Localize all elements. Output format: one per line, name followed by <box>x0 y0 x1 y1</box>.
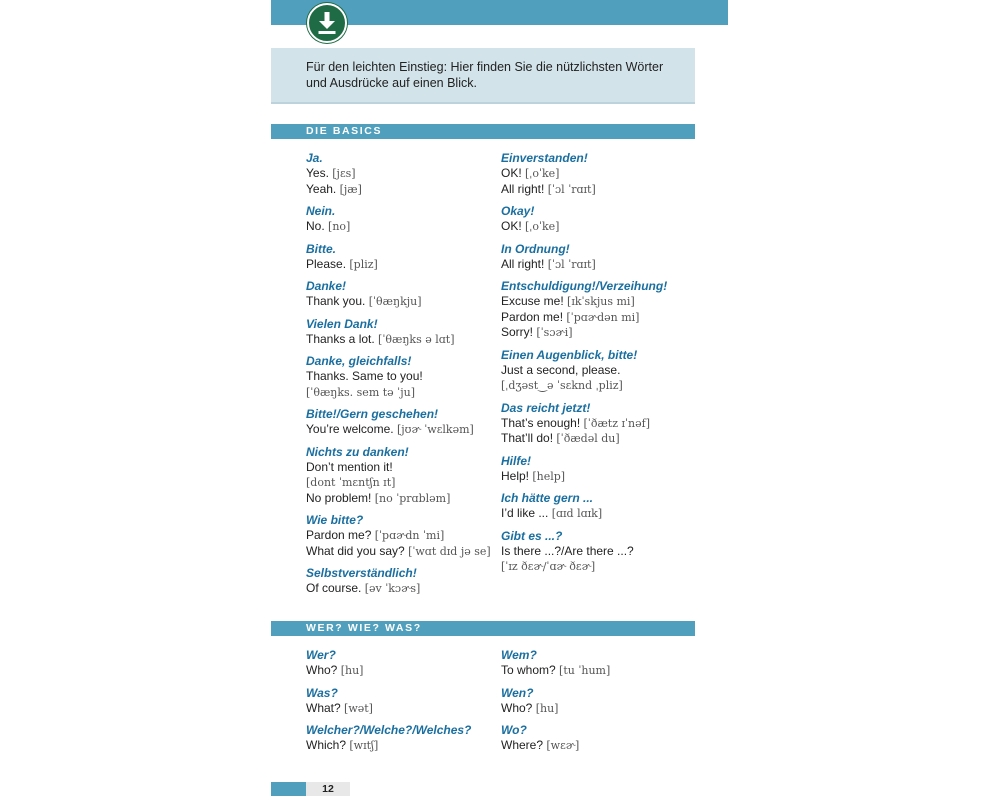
english-translation: All right! <box>501 181 545 196</box>
translation-line <box>501 559 686 575</box>
german-phrase: Wie bitte? <box>306 513 364 527</box>
german-phrase: Bitte!/Gern geschehen! <box>306 407 439 421</box>
translation-line <box>501 506 686 522</box>
german-phrase: Das reicht jetzt! <box>501 400 591 415</box>
english-translation: Thanks. Same to you! <box>306 369 423 383</box>
german-phrase: Wem? <box>501 648 537 662</box>
pronunciation: [pliz] <box>349 257 378 271</box>
english-translation: Thanks a lot. <box>306 331 375 346</box>
english-translation: Of course. <box>306 581 362 595</box>
english-translation: To whom? <box>501 663 556 677</box>
phrase-entry <box>306 513 491 559</box>
german-phrase: Selbstverständlich! <box>306 566 417 580</box>
pronunciation: [help] <box>532 469 566 483</box>
english-translation: No. <box>306 219 325 233</box>
translation-line <box>501 431 686 447</box>
pronunciation: [ɑɪd lɑɪk] <box>551 507 603 520</box>
phrase-entry <box>501 401 686 447</box>
pronunciation: [ˈɔl ˈrɑɪt] <box>547 182 596 196</box>
section-title: DIE BASICS <box>306 125 383 137</box>
phrase-entry <box>501 529 686 575</box>
english-translation: Pardon me! <box>501 309 564 324</box>
translation-line <box>306 491 491 507</box>
phrase-entry <box>306 445 491 507</box>
pronunciation: [ˈpɑɚdn ˈmi] <box>374 529 445 542</box>
phrase-entry <box>306 204 491 235</box>
phrase-entry <box>306 317 491 348</box>
pronunciation: [wət] <box>344 701 373 715</box>
translation-line <box>501 310 686 326</box>
page-footer-bar <box>271 782 306 796</box>
translation-line <box>306 422 491 438</box>
german-phrase: Bitte. <box>306 241 336 256</box>
phrase-entry <box>501 686 686 717</box>
english-translation: Just a second, please. <box>501 362 621 377</box>
german-phrase: Vielen Dank! <box>306 316 378 331</box>
translation-line <box>306 701 491 717</box>
pronunciation: [tu ˈhum] <box>559 664 611 677</box>
english-translation: I’d like ... <box>501 506 549 520</box>
translation-line <box>306 738 491 754</box>
section-title: WER? WIE? WAS? <box>306 622 422 634</box>
pronunciation: [əv ˈkɔɚs] <box>364 582 421 595</box>
translation-line <box>306 369 491 385</box>
translation-line <box>306 544 491 560</box>
translation-line <box>501 219 686 235</box>
translation-line <box>306 219 491 235</box>
phrase-entry <box>306 242 491 273</box>
german-phrase: Ja. <box>306 151 323 165</box>
pronunciation: [wɪtʃ] <box>349 739 379 752</box>
translation-line <box>306 166 491 182</box>
pronunciation: [ˈɔl ˈrɑɪt] <box>547 257 596 271</box>
phrase-entry <box>306 686 491 717</box>
english-translation: No problem! <box>306 490 372 505</box>
phrase-entry <box>306 566 491 597</box>
translation-line <box>501 469 686 485</box>
german-phrase: Hilfe! <box>501 453 531 468</box>
translation-line <box>501 701 686 717</box>
english-translation: You’re welcome. <box>306 422 394 436</box>
translation-line <box>501 166 686 182</box>
german-phrase: Einen Augenblick, bitte! <box>501 347 638 362</box>
pronunciation: [ˈsɔɚi] <box>536 326 573 339</box>
pronunciation: [ˈθæŋks. sem tə ˈju] <box>306 385 415 399</box>
english-translation: Who? <box>306 663 338 677</box>
german-phrase: Wo? <box>501 723 527 737</box>
pronunciation: [ˈθæŋks ə lɑt] <box>378 332 455 346</box>
pronunciation: [ˈθæŋkju] <box>368 295 422 308</box>
translation-line <box>306 581 491 597</box>
english-translation: That’s enough! <box>501 415 581 430</box>
phrase-entry <box>501 348 686 394</box>
translation-line <box>501 257 686 273</box>
english-translation: Is there ...?/Are there ...? <box>501 543 634 558</box>
phrase-entry <box>501 279 686 341</box>
translation-line <box>501 182 686 198</box>
translation-line <box>306 385 491 401</box>
pronunciation: [ˈɪz ðɛɚ/ˈɑɚ ðɛɚ] <box>501 560 596 573</box>
german-phrase: Entschuldigung!/Verzeihung! <box>501 279 668 293</box>
german-phrase: Nein. <box>306 204 336 218</box>
phrase-entry <box>501 242 686 273</box>
basics-right-column <box>501 151 686 582</box>
section-header-questions <box>271 621 695 636</box>
pronunciation: [ˌoˈke] <box>525 167 560 180</box>
english-translation: Pardon me? <box>306 528 372 542</box>
translation-line <box>501 325 686 341</box>
english-translation: Don’t mention it! <box>306 459 393 474</box>
pronunciation: [dont ˈmɛntʃn ɪt] <box>306 476 396 489</box>
german-phrase: In Ordnung! <box>501 241 570 256</box>
pronunciation: [hu] <box>535 701 559 715</box>
phrase-entry <box>501 491 686 522</box>
english-translation: That’ll do! <box>501 431 554 445</box>
english-translation: Excuse me! <box>501 294 564 308</box>
intro-box <box>271 48 695 104</box>
download-icon[interactable] <box>307 3 347 43</box>
german-phrase: Nichts zu danken! <box>306 444 409 459</box>
translation-line <box>306 663 491 679</box>
english-translation: Who? <box>501 700 533 715</box>
english-translation: Yes. <box>306 166 329 180</box>
english-translation: Which? <box>306 738 347 752</box>
german-phrase: Wer? <box>306 648 336 662</box>
german-phrase: Ich hätte gern ... <box>501 491 594 505</box>
translation-line <box>306 332 491 348</box>
english-translation: OK! <box>501 219 522 233</box>
english-translation: Help! <box>501 468 530 483</box>
german-phrase: Welcher?/Welche?/Welches? <box>306 723 472 737</box>
english-translation: What? <box>306 700 341 715</box>
pronunciation: [ˈwɑt dɪd jə se] <box>408 544 491 558</box>
german-phrase: Okay! <box>501 204 535 218</box>
german-phrase: Gibt es ...? <box>501 528 563 543</box>
translation-line <box>306 528 491 544</box>
translation-line <box>501 378 686 394</box>
translation-line <box>501 544 686 560</box>
german-phrase: Was? <box>306 685 338 700</box>
translation-line <box>306 257 491 273</box>
translation-line <box>501 294 686 310</box>
english-translation: OK! <box>501 166 522 180</box>
pronunciation: [ˈpɑɚdən mi] <box>566 310 640 324</box>
pronunciation: [ˌoˈke] <box>525 220 560 233</box>
translation-line <box>501 663 686 679</box>
pronunciation: [hu] <box>340 664 364 677</box>
translation-line <box>501 363 686 379</box>
phrase-entry <box>306 407 491 438</box>
pronunciation: [ˈðætz ɪˈnəf] <box>583 416 651 430</box>
english-translation: Sorry! <box>501 325 534 339</box>
english-translation: Yeah. <box>306 181 337 196</box>
pronunciation: [jɛs] <box>332 167 356 180</box>
pronunciation: [no] <box>328 220 351 233</box>
phrase-entry <box>501 204 686 235</box>
translation-line <box>306 460 491 476</box>
german-phrase: Danke! <box>306 279 347 293</box>
german-phrase: Danke, gleichfalls! <box>306 354 412 368</box>
translation-line <box>306 475 491 491</box>
phrase-entry <box>501 454 686 485</box>
translation-line <box>306 182 491 198</box>
pronunciation: [wɛɚ] <box>546 739 580 752</box>
english-translation: Where? <box>501 738 544 752</box>
translation-line <box>501 416 686 432</box>
pronunciation: [no ˈprɑbləm] <box>374 491 451 505</box>
section-header-basics <box>271 124 695 139</box>
pronunciation: [jʊɚ ˈwɛlkəm] <box>396 423 474 436</box>
phrase-entry <box>306 648 491 679</box>
phrase-entry <box>501 648 686 679</box>
pronunciation: [jæ] <box>339 182 362 196</box>
english-translation: All right! <box>501 256 545 271</box>
phrase-entry <box>501 151 686 197</box>
phrase-entry <box>306 354 491 400</box>
phrase-entry <box>306 279 491 310</box>
phrase-entry <box>306 151 491 197</box>
questions-left-column <box>306 648 491 761</box>
intro-text: Für den leichten Einstieg: Hier finden Sie die nützlichsten Wörter und Ausdrücke auf einen Blick. <box>306 60 664 90</box>
pronunciation: [ɪkˈskjus mi] <box>567 295 635 308</box>
phrase-entry <box>306 723 491 754</box>
pronunciation: [ˈðædəl du] <box>556 432 620 445</box>
german-phrase: Einverstanden! <box>501 151 588 165</box>
translation-line <box>501 738 686 754</box>
english-translation: Thank you. <box>306 294 366 308</box>
phrase-entry <box>501 723 686 754</box>
page-number: 12 <box>306 782 350 796</box>
questions-right-column <box>501 648 686 761</box>
translation-line <box>306 294 491 310</box>
english-translation: Please. <box>306 256 347 271</box>
pronunciation: [ˌdʒəst‿ə ˈsɛknd ˌpliz] <box>501 379 623 392</box>
basics-left-column <box>306 151 491 604</box>
german-phrase: Wen? <box>501 685 534 700</box>
english-translation: What did you say? <box>306 543 405 558</box>
